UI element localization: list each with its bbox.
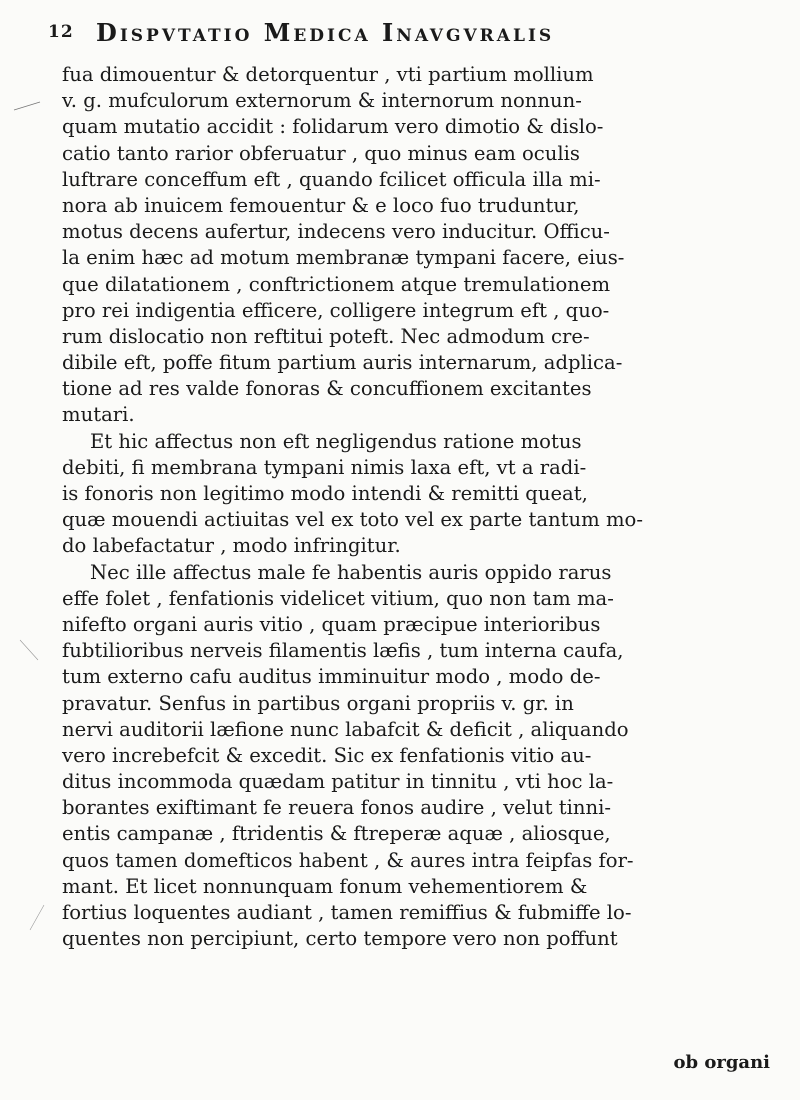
page-number: 12	[48, 22, 74, 42]
text-line: fubtilioribus nerveis filamentis læfis , tum interna caufa,	[62, 639, 624, 663]
margin-scratch-mark	[30, 905, 44, 930]
text-line: tione ad res valde fonoras & concuffionem excitantes	[62, 377, 592, 401]
text-line: quos tamen domefticos habent , & aures intra feipfas for-	[62, 848, 634, 872]
text-line: quam mutatio accidit : folidarum vero dimotio & dislo-	[62, 115, 604, 139]
margin-scratch-mark	[14, 102, 40, 110]
text-line: tum externo cafu auditus imminuitur modo , modo de-	[62, 665, 601, 689]
text-line: mant. Et licet nonnunquam fonum vehementiorem &	[62, 874, 588, 898]
text-line: que dilatationem , conftrictionem atque tremulationem	[62, 272, 611, 296]
text-line: vero increbefcit & excedit. Sic ex fenfationis vitio au-	[62, 743, 592, 767]
text-line: fortius loquentes audiant , tamen remiffius & fubmiffe lo-	[62, 901, 632, 924]
running-title: Dispvtatio Medica Inavgvralis	[96, 18, 555, 47]
text-line: effe folet , fenfationis videlicet vitium, quo non tam ma-	[62, 586, 614, 610]
catchword: ob organi	[673, 1052, 770, 1073]
text-line: nifefto organi auris vitio , quam præcipue interioribus	[62, 612, 601, 636]
text-line: dibile eft, poffe fitum partium auris internarum, adplica-	[62, 351, 623, 375]
text-line: motus decens aufertur, indecens vero inducitur. Officu-	[62, 220, 610, 244]
page-header	[48, 18, 778, 58]
margin-scratch-mark	[20, 640, 38, 660]
text-line: pravatur. Senfus in partibus organi propriis v. gr. in	[62, 691, 574, 715]
text-line: la enim hæc ad motum membranæ tympani facere, eius-	[62, 246, 625, 270]
text-line: Et hic affectus non eft negligendus ratione motus	[90, 429, 582, 453]
text-line: ditus incommoda quædam patitur in tinnitu , vti hoc la-	[62, 770, 614, 794]
body-text	[62, 62, 768, 952]
text-line: mutari.	[62, 403, 135, 427]
text-line: rum dislocatio non reftitui poteft. Nec admodum cre-	[62, 324, 590, 348]
text-line: v. g. mufculorum externorum & internorum nonnun-	[62, 89, 582, 113]
text-line: fua dimouentur & detorquentur , vti partium mollium	[62, 63, 594, 86]
text-line: borantes exiftimant fe reuera fonos audire , velut tinni-	[62, 796, 611, 820]
text-line: pro rei indigentia efficere, colligere integrum eft , quo-	[62, 298, 610, 322]
text-line: debiti, fi membrana tympani nimis laxa eft, vt a radi-	[62, 455, 587, 479]
text-line: entis campanæ , ftridentis & ftreperæ aquæ , aliosque,	[62, 822, 611, 846]
text-line: nervi auditorii læfione nunc labafcit & deficit , aliquando	[62, 717, 629, 741]
text-line: luftrare conceffum eft , quando fcilicet officula illa mi-	[62, 167, 601, 191]
text-line: catio tanto rarior obferuatur , quo minus eam oculis	[62, 141, 580, 165]
text-line: Nec ille affectus male fe habentis auris oppido rarus	[90, 560, 612, 584]
text-line: do labefactatur , modo infringitur.	[62, 534, 401, 558]
text-line: is fonoris non legitimo modo intendi & remitti queat,	[62, 482, 588, 505]
text-line: quæ mouendi actiuitas vel ex toto vel ex parte tantum mo-	[62, 508, 643, 532]
text-line: nora ab inuicem femouentur & e loco fuo truduntur,	[62, 193, 580, 217]
text-line: quentes non percipiunt, certo tempore vero non poffunt	[62, 927, 618, 951]
